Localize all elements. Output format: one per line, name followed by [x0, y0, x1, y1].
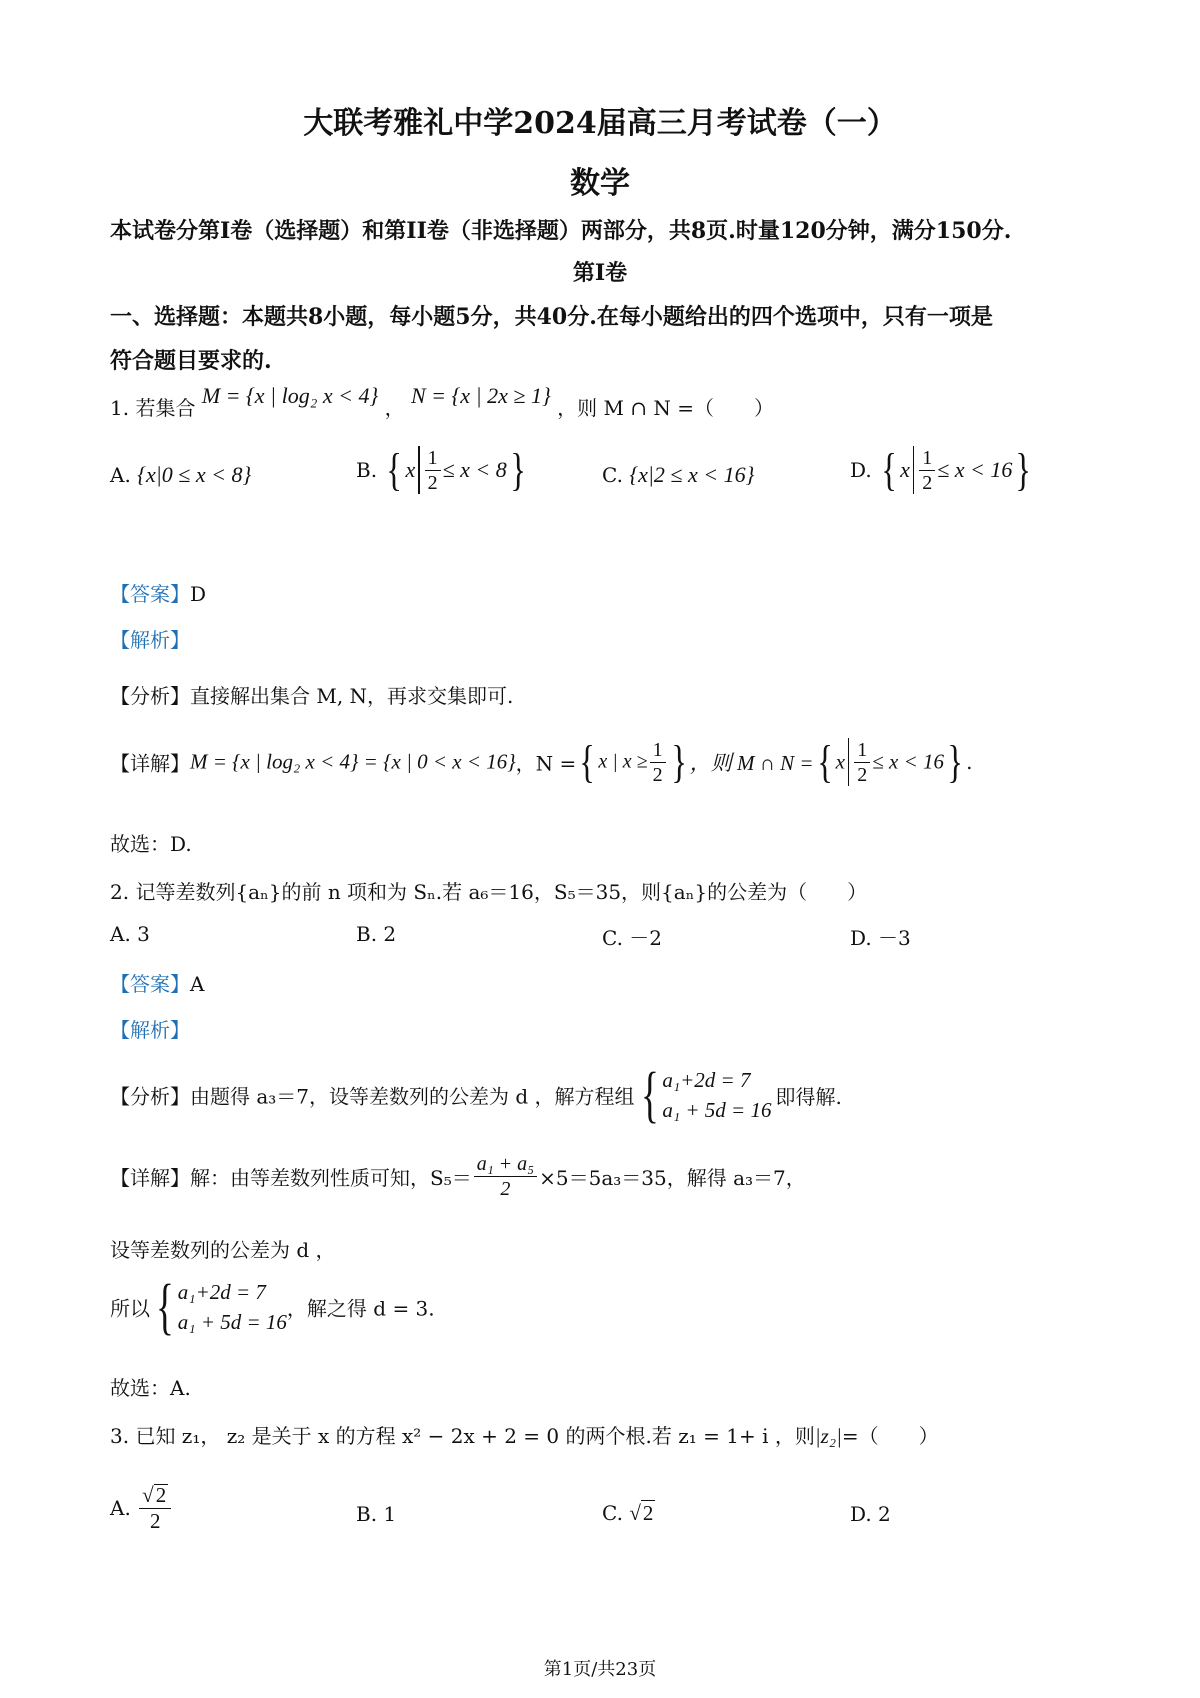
q3-option-c-label: C.: [602, 1501, 623, 1525]
q2-option-d[interactable]: D. －3: [850, 926, 911, 950]
q3-option-a-label: A.: [110, 1496, 131, 1520]
q1-stem: 1. 若集合 M = {x | log₂ x < 4} ， N = {x | 2x ≥ 1} ，则 M ∩ N =（ ）: [110, 383, 775, 420]
q1-detail-N-rbrace: }: [670, 736, 687, 787]
q2-answer: [110, 968, 204, 997]
q1-detail-res-rbrace: }: [947, 736, 963, 787]
q2-option-a[interactable]: A. 3: [110, 922, 150, 946]
q1-detail-N-half: $\frac{1}{2}$: [650, 740, 666, 785]
q1-detail-res-bar: [848, 738, 849, 786]
q1-option-b-label: B.: [356, 458, 378, 482]
q3-option-a-radicand: 2: [155, 1483, 167, 1507]
q1-answer-value: D: [190, 582, 207, 606]
q2-detail-line2: 设等差数列的公差为 d ，: [110, 1238, 336, 1262]
q1-ask: ，则 M ∩ N =（ ）: [557, 396, 775, 420]
page-footer: 第1页/共23页: [543, 1659, 657, 1680]
q1-fenxi-text: 直接解出集合 M, N，再求交集即可.: [190, 684, 514, 708]
q1-option-c-label: C.: [602, 463, 623, 487]
q3-stem-abs: |z₂|: [814, 1424, 842, 1448]
q2-detail-line3: [110, 1273, 435, 1341]
q1-option-d-rbrace: }: [1015, 444, 1032, 495]
q2-choose: [110, 1372, 191, 1401]
q2-answer-label: 【答案】: [110, 972, 190, 996]
q1-detail-N-cond: x | x ≥: [598, 750, 648, 773]
q1-detail-res-half: $\frac{1}{2}$: [854, 740, 870, 785]
q2-detail-system: { a₁+2d = 7 a₁ + 5d = 16: [155, 1273, 287, 1341]
q1-detail-M: M = {x | log₂ x < 4} = {x | 0 < x < 16}: [190, 749, 516, 774]
q1-option-d-label: D.: [850, 458, 872, 482]
q2-suoyi: 所以: [110, 1296, 150, 1321]
q3-option-c-sqrt: √ 2: [629, 1501, 654, 1525]
q1-option-d-bar: [913, 446, 914, 494]
q2-detail: [110, 1154, 806, 1199]
q1-option-d-cond: ≤ x < 16: [937, 457, 1013, 482]
q2-option-b[interactable]: B. 2: [356, 922, 397, 946]
q1-choose: [110, 828, 192, 857]
subject-title: 数学: [570, 166, 630, 201]
q1-option-b-lbrace: {: [386, 444, 403, 495]
q3-option-c[interactable]: [602, 1500, 655, 1526]
q1-detail-intersect: ，则 M ∩ N =: [689, 751, 814, 775]
q1-option-d-var: x: [900, 457, 910, 482]
q1-option-b-cond: ≤ x < 8: [442, 457, 507, 482]
q2-choose-value: A.: [170, 1376, 191, 1400]
q3-stem: [110, 1420, 939, 1449]
q2-answer-value: A: [190, 972, 205, 996]
q3-option-c-radicand: 2: [642, 1501, 654, 1525]
q2-option-c[interactable]: C. －2: [602, 926, 663, 950]
q1-detail-N-lbrace: {: [579, 736, 596, 787]
q2-detail-pre: 解：由等差数列性质可知，S₅＝: [190, 1166, 472, 1190]
q1-option-a-label: A.: [110, 463, 131, 487]
q1-number: 1. 若集合: [110, 396, 196, 420]
q1-option-b[interactable]: [356, 446, 529, 494]
q2-detail-post: ×5＝5a₃＝35，解得 a₃＝7，: [539, 1166, 806, 1190]
q1-detail-N-pre: ，N =: [515, 751, 577, 776]
exam-intro: 本试卷分第I卷（选择题）和第II卷（非选择题）两部分，共8页.时量120分钟，满分150分.: [110, 218, 1012, 244]
q2-detail-frac-num: a₁ + a₅: [474, 1154, 537, 1177]
q1-option-a[interactable]: [110, 462, 251, 488]
q1-option-c[interactable]: [602, 462, 754, 488]
q2-fenxi-eq1: a₁+2d = 7: [662, 1067, 751, 1092]
q1-answer: [110, 578, 206, 607]
q3-option-a-den: 2: [149, 1509, 161, 1533]
q2-stem: 2. 记等差数列{aₙ}的前 n 项和为 Sₙ.若 a₆＝16，S₅＝35，则{aₙ}的公差为（ ）: [110, 880, 868, 904]
q1-option-d-lbrace: {: [881, 444, 897, 495]
part1-heading: 第I卷: [572, 260, 628, 286]
q3-stem-post: =（ ）: [841, 1424, 939, 1448]
q2-fenxi-pre: 由题得 a₃＝7，设等差数列的公差为 d ，解方程组: [190, 1084, 635, 1109]
q2-fenxi: [110, 1061, 842, 1129]
q2-detail-eq2: a₁ + 5d = 16: [177, 1310, 287, 1334]
q1-option-a-text: {x|0 ≤ x < 8}: [137, 462, 252, 487]
q2-fenxi-eq2: a₁ + 5d = 16: [662, 1098, 772, 1122]
q2-fenxi-label: 【分析】: [110, 1084, 190, 1109]
q3-stem-pre: 3. 已知 z₁， z₂ 是关于 x 的方程 x² − 2x + 2 = 0 的两个根.若 z₁ = 1+ i ，则: [110, 1424, 815, 1448]
q2-detail-frac: [474, 1154, 537, 1199]
q2-detail-eq1: a₁+2d = 7: [177, 1279, 266, 1304]
q1-choose-label: 故选：: [110, 832, 170, 856]
q1-analysis-label: 【解析】: [110, 628, 190, 652]
q1-choose-value: D.: [170, 832, 192, 856]
q2-detail-label: 【详解】: [110, 1166, 190, 1190]
q1-set-N: N = {x | 2x ≥ 1}: [410, 383, 551, 408]
q1-detail-res-lbrace: {: [816, 736, 833, 787]
q1-option-b-bar: [418, 446, 419, 494]
section-heading-line2: 符合题目要求的.: [110, 348, 272, 374]
q1-option-b-half: $\frac{1}{2}$: [425, 448, 441, 493]
exam-title: 大联考雅礼中学2024届高三月考试卷（一）: [303, 106, 897, 141]
q1-option-d-half: $\frac{1}{2}$: [919, 448, 935, 493]
q1-detail-res-var: x: [835, 749, 845, 774]
q1-fenxi-label: 【分析】: [110, 684, 190, 708]
section-heading-line1: 一、选择题：本题共8小题，每小题5分，共40分.在每小题给出的四个选项中，只有一项是: [110, 304, 993, 330]
q1-set-M: M = {x | log₂ x < 4}: [201, 383, 379, 408]
q1-answer-label: 【答案】: [110, 582, 190, 606]
q1-detail-res-cond: ≤ x < 16: [872, 749, 945, 774]
q3-option-a[interactable]: [110, 1484, 173, 1532]
q1-option-b-var: x: [405, 457, 416, 482]
q2-solve: ，解之得 d = 3.: [286, 1296, 435, 1321]
q1-option-b-rbrace: }: [510, 444, 526, 495]
q2-fenxi-post: 即得解.: [775, 1084, 842, 1109]
q2-fenxi-system: { a₁+2d = 7 a₁ + 5d = 16: [640, 1061, 772, 1129]
q1-detail-label: 【详解】: [110, 751, 190, 776]
q2-detail-frac-den: 2: [500, 1178, 511, 1200]
q3-option-b[interactable]: B. 1: [356, 1502, 397, 1526]
q1-option-d[interactable]: [850, 446, 1034, 494]
q3-option-a-frac: √ 2 2: [139, 1484, 171, 1532]
q3-option-d[interactable]: D. 2: [850, 1502, 891, 1526]
q1-option-c-text: {x|2 ≤ x < 16}: [629, 462, 755, 487]
q1-detail: 【详解】M = {x | log₂ x < 4} = {x | 0 < x < 16}，N ={ x | x ≥ $\frac{1}{2}$ } ，则 M ∩ N ={ x $\frac{1}{2}$ ≤ x < 16} .: [110, 736, 973, 787]
q2-choose-label: 故选：: [110, 1376, 170, 1400]
q1-fenxi: [110, 680, 513, 709]
q2-analysis-label: 【解析】: [110, 1018, 190, 1042]
